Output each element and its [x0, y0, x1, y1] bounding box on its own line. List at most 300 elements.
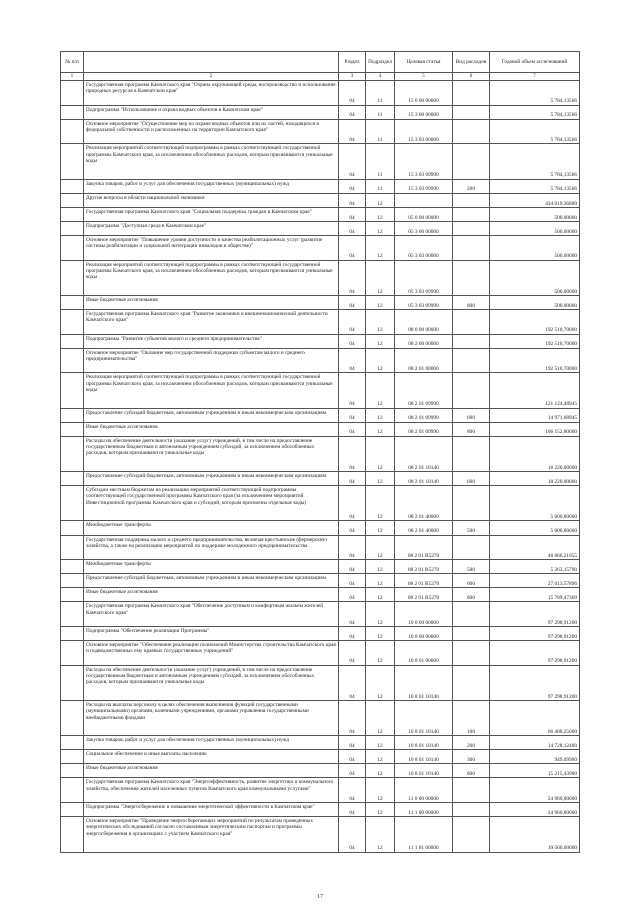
column-number: 2: [84, 73, 339, 81]
row-expense-type-cell: 600: [453, 574, 490, 588]
row-target-article-cell: 08 2 01 10140: [395, 436, 453, 471]
row-expense-type-cell: 200: [453, 736, 490, 750]
row-number-cell: [61, 436, 84, 471]
row-amount-cell: 500,00000: [490, 207, 580, 221]
row-name-cell: Межбюджетные трансферты: [84, 560, 339, 574]
row-razdel-cell: 04: [339, 665, 366, 700]
row-amount-cell: 18 220,00000: [490, 436, 580, 471]
row-name-cell: Расходы на обеспечение деятельности (оказание услуг) учреждений, в том числе на предоставление государственным бюджетным и автономным учреждениям субсидий, за исключением обособленных расходов, которым присваиваются уникальные коды: [84, 665, 339, 700]
row-name-cell: Социальное обеспечение и иные выплаты населению: [84, 750, 339, 764]
row-name-cell: Другие вопросы в области национальной экономики: [84, 193, 339, 207]
row-expense-type-cell: [453, 535, 490, 560]
row-name-cell: Реализация мероприятий соответствующей подпрограммы в рамках соответствующей государственной программы Камчатского края, за исключением обособленных расходов, которым присваиваются уникальные коды: [84, 373, 339, 408]
row-number-cell: [61, 817, 84, 852]
row-amount-cell: 15 789,47369: [490, 588, 580, 602]
row-name-cell: Закупка товаров, работ и услуг для обеспечения государственных (муниципальных) нужд: [84, 736, 339, 750]
row-razdel-cell: 04: [339, 295, 366, 309]
row-amount-cell: 24 960,00000: [490, 778, 580, 803]
row-target-article-cell: 10 8 01 10140: [395, 665, 453, 700]
row-number-cell: [61, 193, 84, 207]
table-row: [61, 81, 580, 106]
column-number: 1: [61, 73, 84, 81]
row-podrazdel-cell: 12: [366, 626, 395, 640]
header-podrazdel: Подраздел: [366, 52, 395, 73]
row-number-cell: [61, 486, 84, 521]
row-target-article-cell: 10 8 01 10140: [395, 750, 453, 764]
row-razdel-cell: 04: [339, 105, 366, 119]
row-target-article-cell: 08 2 00 00000: [395, 334, 453, 348]
row-expense-type-cell: 600: [453, 408, 490, 422]
header-expense-type: Вид расходов: [453, 52, 490, 73]
row-amount-cell: 500,00000: [490, 235, 580, 260]
table-row: [61, 235, 580, 260]
row-expense-type-cell: [453, 260, 490, 295]
row-razdel-cell: 04: [339, 803, 366, 817]
row-name-cell: Государственная программа Камчатского края "Энергоэффективность, развитие энергетики и коммунального хозяйства, обеспечение жителей населенных пунктов Камчатского края коммунальными услугами": [84, 778, 339, 803]
row-podrazdel-cell: 12: [366, 665, 395, 700]
row-razdel-cell: 04: [339, 221, 366, 235]
row-name-cell: Основное мероприятие "Осуществление мер по охране водных объектов или их частей, находящихся в федеральной собственности и расположенных на территории Камчатского края": [84, 119, 339, 144]
row-podrazdel-cell: 12: [366, 803, 395, 817]
row-number-cell: [61, 348, 84, 373]
row-razdel-cell: 04: [339, 560, 366, 574]
row-number-cell: [61, 207, 84, 221]
row-razdel-cell: 04: [339, 334, 366, 348]
table-row: [61, 521, 580, 535]
table-row: [61, 193, 580, 207]
row-target-article-cell: 08 2 01 40000: [395, 486, 453, 521]
table-row: [61, 408, 580, 422]
table-row: [61, 119, 580, 144]
table-row: [61, 626, 580, 640]
table-row: [61, 105, 580, 119]
row-podrazdel-cell: 12: [366, 260, 395, 295]
row-target-article-cell: 08 2 01 R5270: [395, 560, 453, 574]
row-razdel-cell: 04: [339, 81, 366, 106]
row-amount-cell: 97 298,91200: [490, 665, 580, 700]
row-podrazdel-cell: 12: [366, 422, 395, 436]
row-number-cell: [61, 701, 84, 736]
row-expense-type-cell: 800: [453, 295, 490, 309]
row-podrazdel-cell: 11: [366, 179, 395, 193]
row-amount-cell: 24 960,00000: [490, 803, 580, 817]
row-razdel-cell: 04: [339, 626, 366, 640]
row-amount-cell: 5 784,13566: [490, 81, 580, 106]
row-number-cell: [61, 295, 84, 309]
row-expense-type-cell: [453, 778, 490, 803]
row-razdel-cell: 04: [339, 521, 366, 535]
row-razdel-cell: 04: [339, 193, 366, 207]
row-expense-type-cell: [453, 309, 490, 334]
column-number: 3: [339, 73, 366, 81]
row-amount-cell: 97 298,91200: [490, 626, 580, 640]
row-target-article-cell: 08 0 00 00000: [395, 309, 453, 334]
row-expense-type-cell: [453, 436, 490, 471]
row-podrazdel-cell: 12: [366, 602, 395, 627]
table-row: [61, 309, 580, 334]
table-row: [61, 221, 580, 235]
row-name-cell: Подпрограмма "Развитие субъектов малого и среднего предпринимательства": [84, 334, 339, 348]
row-amount-cell: 192 510,70000: [490, 348, 580, 373]
row-expense-type-cell: 500: [453, 521, 490, 535]
table-row: [61, 641, 580, 666]
row-razdel-cell: 04: [339, 422, 366, 436]
row-number-cell: [61, 105, 84, 119]
table-row: [61, 535, 580, 560]
row-razdel-cell: 04: [339, 119, 366, 144]
table-row: [61, 602, 580, 627]
row-podrazdel-cell: 11: [366, 144, 395, 179]
row-number-cell: [61, 764, 84, 778]
row-expense-type-cell: 100: [453, 701, 490, 736]
row-expense-type-cell: [453, 334, 490, 348]
table-row: [61, 665, 580, 700]
row-name-cell: Закупка товаров, работ и услуг для обеспечения государственных (муниципальных) нужд: [84, 179, 339, 193]
header-number: № п/п: [61, 52, 84, 73]
row-razdel-cell: 04: [339, 764, 366, 778]
row-target-article-cell: 08 2 01 R5270: [395, 574, 453, 588]
row-target-article-cell: 15 3 00 00000: [395, 105, 453, 119]
row-number-cell: [61, 750, 84, 764]
row-target-article-cell: [395, 193, 453, 207]
header-name: [84, 52, 339, 73]
row-number-cell: [61, 373, 84, 408]
row-number-cell: [61, 626, 84, 640]
row-podrazdel-cell: 11: [366, 105, 395, 119]
column-number: 5: [395, 73, 453, 81]
row-amount-cell: 500,00000: [490, 221, 580, 235]
row-podrazdel-cell: 12: [366, 817, 395, 852]
row-amount-cell: 14 971,68945: [490, 408, 580, 422]
row-target-article-cell: 08 2 01 00000: [395, 348, 453, 373]
row-target-article-cell: 15 3 03 09990: [395, 179, 453, 193]
row-razdel-cell: 04: [339, 574, 366, 588]
row-podrazdel-cell: 12: [366, 750, 395, 764]
row-number-cell: [61, 803, 84, 817]
row-amount-cell: 97 298,91200: [490, 641, 580, 666]
row-razdel-cell: 04: [339, 179, 366, 193]
row-podrazdel-cell: 11: [366, 81, 395, 106]
row-podrazdel-cell: 12: [366, 221, 395, 235]
row-podrazdel-cell: 12: [366, 778, 395, 803]
row-razdel-cell: 04: [339, 408, 366, 422]
row-amount-cell: 121 124,48945: [490, 373, 580, 408]
row-razdel-cell: 04: [339, 373, 366, 408]
row-target-article-cell: 08 2 01 R5270: [395, 588, 453, 602]
row-number-cell: [61, 119, 84, 144]
row-target-article-cell: 10 8 01 10140: [395, 736, 453, 750]
row-amount-cell: 192 510,70000: [490, 334, 580, 348]
row-amount-cell: 192 510,70000: [490, 309, 580, 334]
row-number-cell: [61, 521, 84, 535]
row-name-cell: Предоставление субсидий бюджетным, автономным учреждениям и иным некоммерческим организациям: [84, 408, 339, 422]
row-expense-type-cell: [453, 207, 490, 221]
header-annual-amount: Годовой объем ассигнований: [490, 52, 580, 73]
table-row: [61, 207, 580, 221]
row-expense-type-cell: [453, 235, 490, 260]
row-name-cell: Основное мероприятие "Обеспечение реализации полномочий Министерства строительства Камчатского края и подведомственных ему краевых государственных учреждений": [84, 641, 339, 666]
row-number-cell: [61, 309, 84, 334]
row-podrazdel-cell: 12: [366, 309, 395, 334]
row-razdel-cell: 04: [339, 750, 366, 764]
row-expense-type-cell: 500: [453, 560, 490, 574]
row-name-cell: Государственная программа Камчатского края "Развитие экономики и внешнеэкономической деятельности Камчатского края": [84, 309, 339, 334]
row-number-cell: [61, 641, 84, 666]
table-row: [61, 588, 580, 602]
row-podrazdel-cell: 12: [366, 295, 395, 309]
row-target-article-cell: 08 2 01 09990: [395, 373, 453, 408]
row-number-cell: [61, 334, 84, 348]
row-number-cell: [61, 221, 84, 235]
row-name-cell: Государственная поддержка малого и среднего предпринимательства, включая крестьянские (фермерские) хозяйства, а также на реализацию мероприятий по поддержке молодежного предпринимательства: [84, 535, 339, 560]
row-razdel-cell: 04: [339, 701, 366, 736]
table-row: [61, 817, 580, 852]
row-name-cell: Предоставление субсидий бюджетным, автономным учреждениям и иным некоммерческим организациям: [84, 574, 339, 588]
row-razdel-cell: 04: [339, 817, 366, 852]
row-target-article-cell: 11 0 00 00000: [395, 778, 453, 803]
row-name-cell: Подпрограмма "Обеспечение реализации Программы": [84, 626, 339, 640]
header-row: [61, 52, 580, 73]
row-expense-type-cell: [453, 193, 490, 207]
row-target-article-cell: 11 1 01 00000: [395, 817, 453, 852]
row-podrazdel-cell: 12: [366, 348, 395, 373]
row-amount-cell: 5 784,13566: [490, 105, 580, 119]
row-podrazdel-cell: 12: [366, 207, 395, 221]
row-razdel-cell: 04: [339, 535, 366, 560]
table-row: [61, 701, 580, 736]
row-name-cell: Предоставление субсидий бюджетным, автономным учреждениям и иным некоммерческим организациям: [84, 472, 339, 486]
row-amount-cell: 949,09900: [490, 750, 580, 764]
row-target-article-cell: 08 2 01 09990: [395, 422, 453, 436]
row-target-article-cell: 15 3 03 09990: [395, 144, 453, 179]
row-podrazdel-cell: 12: [366, 373, 395, 408]
row-target-article-cell: 11 1 00 00000: [395, 803, 453, 817]
row-target-article-cell: 10 8 00 00000: [395, 626, 453, 640]
row-expense-type-cell: [453, 602, 490, 627]
row-amount-cell: 5 263,15790: [490, 560, 580, 574]
row-expense-type-cell: [453, 641, 490, 666]
row-podrazdel-cell: 12: [366, 641, 395, 666]
row-target-article-cell: 10 8 01 10140: [395, 701, 453, 736]
table-row: [61, 295, 580, 309]
row-expense-type-cell: 800: [453, 764, 490, 778]
budget-table: [60, 51, 580, 853]
row-amount-cell: 48 066,21055: [490, 535, 580, 560]
row-podrazdel-cell: 12: [366, 521, 395, 535]
row-number-cell: [61, 560, 84, 574]
row-target-article-cell: 08 2 01 09990: [395, 408, 453, 422]
page-number: 17: [317, 894, 323, 900]
row-number-cell: [61, 81, 84, 106]
row-name-cell: Расходы на выплаты персоналу в целях обеспечения выполнения функций государственными (муниципальными) органами, казенными учреждениями, органами управления государственными внебюджетными фондами: [84, 701, 339, 736]
row-amount-cell: 5 784,13566: [490, 119, 580, 144]
row-expense-type-cell: [453, 803, 490, 817]
row-target-article-cell: 10 0 00 00000: [395, 602, 453, 627]
table-row: [61, 736, 580, 750]
row-name-cell: Основное мероприятие "Оказание мер государственной поддержки субъектам малого и среднего предпринимательства": [84, 348, 339, 373]
row-expense-type-cell: 800: [453, 422, 490, 436]
row-target-article-cell: 08 2 01 40000: [395, 521, 453, 535]
row-amount-cell: 14 728,12400: [490, 736, 580, 750]
row-target-article-cell: 05 3 03 09990: [395, 295, 453, 309]
row-podrazdel-cell: 12: [366, 334, 395, 348]
row-number-cell: [61, 665, 84, 700]
row-number-cell: [61, 535, 84, 560]
row-name-cell: Государственная программа Камчатского края "Охрана окружающей среды, воспроизводство и использование природных ресурсов в Камчатском крае": [84, 81, 339, 106]
table-row: [61, 334, 580, 348]
row-target-article-cell: 08 2 01 10140: [395, 472, 453, 486]
row-razdel-cell: 04: [339, 472, 366, 486]
table-row: [61, 422, 580, 436]
row-razdel-cell: 04: [339, 736, 366, 750]
table-row: [61, 144, 580, 179]
row-amount-cell: 500,00000: [490, 295, 580, 309]
row-name-cell: Расходы на обеспечение деятельности (оказание услуг) учреждений, в том числе на предоставление государственным бюджетным и автономным учреждениям субсидий, за исключением обособленных расходов, которым присваиваются уникальные коды: [84, 436, 339, 471]
row-amount-cell: 106 152,80000: [490, 422, 580, 436]
row-razdel-cell: 04: [339, 436, 366, 471]
row-expense-type-cell: 300: [453, 750, 490, 764]
table-row: [61, 348, 580, 373]
row-podrazdel-cell: 12: [366, 486, 395, 521]
row-name-cell: Иные бюджетные ассигнования: [84, 588, 339, 602]
row-name-cell: Реализация мероприятий соответствующей подпрограммы в рамках соответствующей государственной программы Камчатского края, за исключением обособленных расходов, которым присваиваются уникальные коды: [84, 260, 339, 295]
budget-table-sheet: [60, 51, 579, 853]
row-amount-cell: 5 000,00000: [490, 521, 580, 535]
table-row: [61, 750, 580, 764]
header-razdel: Раздел: [339, 52, 366, 73]
row-amount-cell: 27 013,57896: [490, 574, 580, 588]
row-amount-cell: 434 019,36800: [490, 193, 580, 207]
row-podrazdel-cell: 11: [366, 119, 395, 144]
row-expense-type-cell: [453, 105, 490, 119]
row-name-cell: Иные бюджетные ассигнования: [84, 764, 339, 778]
column-number-row: [61, 73, 580, 81]
row-razdel-cell: 04: [339, 235, 366, 260]
row-number-cell: [61, 574, 84, 588]
row-amount-cell: 10 560,00000: [490, 817, 580, 852]
row-razdel-cell: 04: [339, 486, 366, 521]
table-row: [61, 560, 580, 574]
header-target-article: Целевая статья: [395, 52, 453, 73]
row-razdel-cell: 04: [339, 309, 366, 334]
row-number-cell: [61, 602, 84, 627]
table-row: [61, 778, 580, 803]
row-expense-type-cell: [453, 144, 490, 179]
row-amount-cell: 5 784,13566: [490, 179, 580, 193]
row-amount-cell: 500,00000: [490, 260, 580, 295]
row-name-cell: Основное мероприятие "Проведение энергосберегающих мероприятий по результатам проведенных энергетических обследований согласно составленным энергетическим паспортам и программы энергосбережения в организациях с участием Камчатского края": [84, 817, 339, 852]
row-razdel-cell: 04: [339, 588, 366, 602]
row-name-cell: Межбюджетные трансферты: [84, 521, 339, 535]
table-row: [61, 803, 580, 817]
row-number-cell: [61, 472, 84, 486]
row-razdel-cell: 04: [339, 144, 366, 179]
row-name-cell: Иные бюджетные ассигнования: [84, 422, 339, 436]
row-number-cell: [61, 235, 84, 260]
row-razdel-cell: 04: [339, 207, 366, 221]
table-row: [61, 764, 580, 778]
table-row: [61, 436, 580, 471]
table-row: [61, 260, 580, 295]
row-expense-type-cell: [453, 373, 490, 408]
row-target-article-cell: 05 3 03 00000: [395, 235, 453, 260]
row-expense-type-cell: [453, 348, 490, 373]
row-amount-cell: 66 400,25000: [490, 701, 580, 736]
row-number-cell: [61, 144, 84, 179]
row-expense-type-cell: [453, 665, 490, 700]
row-name-cell: Подпрограмма "Энергосбережение и повышение энергетической эффективности в Камчатском крае": [84, 803, 339, 817]
row-number-cell: [61, 778, 84, 803]
row-expense-type-cell: [453, 817, 490, 852]
row-number-cell: [61, 422, 84, 436]
row-expense-type-cell: [453, 221, 490, 235]
row-name-cell: Подпрограмма "Доступная среда в Камчатском крае": [84, 221, 339, 235]
table-row: [61, 373, 580, 408]
row-expense-type-cell: [453, 119, 490, 144]
row-expense-type-cell: [453, 486, 490, 521]
row-number-cell: [61, 260, 84, 295]
table-row: [61, 472, 580, 486]
row-expense-type-cell: 600: [453, 472, 490, 486]
row-target-article-cell: 05 0 00 00000: [395, 207, 453, 221]
row-podrazdel-cell: 12: [366, 574, 395, 588]
row-podrazdel-cell: 12: [366, 560, 395, 574]
row-podrazdel-cell: 12: [366, 764, 395, 778]
row-number-cell: [61, 408, 84, 422]
row-target-article-cell: 15 0 00 00000: [395, 81, 453, 106]
row-number-cell: [61, 736, 84, 750]
column-number: 6: [453, 73, 490, 81]
row-amount-cell: 18 220,00000: [490, 472, 580, 486]
row-name-cell: Реализация мероприятий соответствующей подпрограммы в рамках соответствующей государственной программы Камчатского края, за исключением обособленных расходов, которым присваиваются уникальные коды: [84, 144, 339, 179]
row-amount-cell: 5 784,13566: [490, 144, 580, 179]
row-razdel-cell: 04: [339, 602, 366, 627]
row-expense-type-cell: [453, 626, 490, 640]
row-expense-type-cell: 800: [453, 588, 490, 602]
column-number: 4: [366, 73, 395, 81]
row-expense-type-cell: [453, 81, 490, 106]
row-number-cell: [61, 179, 84, 193]
row-podrazdel-cell: 12: [366, 701, 395, 736]
column-number: 7: [490, 73, 580, 81]
row-name-cell: Государственная программа Камчатского края "Обеспечение доступным и комфортным жильем жителей Камчатского края": [84, 602, 339, 627]
row-razdel-cell: 04: [339, 641, 366, 666]
row-name-cell: Субсидии местным бюджетам на реализацию мероприятий соответствующей подпрограммы соответствующей государственной программы Камчатского края (за исключением мероприятий Инвестиционной программы Камчатского края и субсидий, которым присвоены отдельные коды): [84, 486, 339, 521]
row-podrazdel-cell: 12: [366, 408, 395, 422]
row-name-cell: Подпрограмма "Использование и охрана водных объектов в Камчатском крае": [84, 105, 339, 119]
row-name-cell: Основное мероприятие "Повышение уровня доступности и качества реабилитационных услуг (развитие системы реабилитации и социальной интеграции инвалидов в обществе)": [84, 235, 339, 260]
row-target-article-cell: 10 8 01 00000: [395, 641, 453, 666]
row-expense-type-cell: 200: [453, 179, 490, 193]
row-podrazdel-cell: 12: [366, 736, 395, 750]
row-razdel-cell: 04: [339, 778, 366, 803]
row-target-article-cell: 15 3 03 00000: [395, 119, 453, 144]
row-podrazdel-cell: 12: [366, 436, 395, 471]
table-row: [61, 179, 580, 193]
row-razdel-cell: 04: [339, 348, 366, 373]
row-target-article-cell: 05 3 00 00000: [395, 221, 453, 235]
row-podrazdel-cell: 12: [366, 535, 395, 560]
row-name-cell: Иные бюджетные ассигнования: [84, 295, 339, 309]
table-body: [61, 81, 580, 853]
row-podrazdel-cell: 12: [366, 472, 395, 486]
row-name-cell: Государственная программа Камчатского края "Социальная поддержка граждан в Камчатском крае": [84, 207, 339, 221]
row-target-article-cell: 05 3 03 09990: [395, 260, 453, 295]
table-row: [61, 486, 580, 521]
row-target-article-cell: 08 2 01 R5270: [395, 535, 453, 560]
row-podrazdel-cell: 12: [366, 588, 395, 602]
row-podrazdel-cell: 12: [366, 235, 395, 260]
